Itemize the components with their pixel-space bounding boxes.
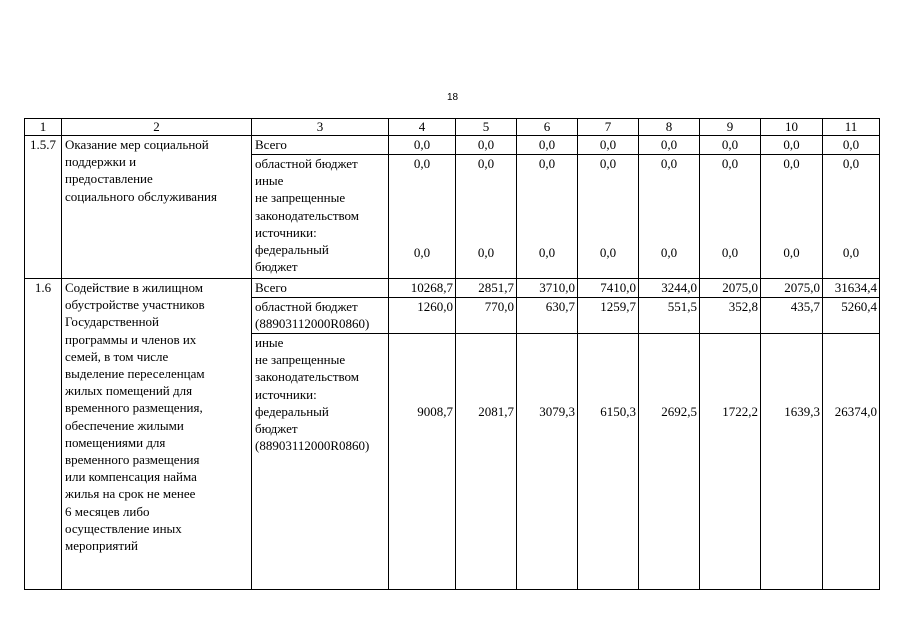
row-name-line: выделение переселенцам <box>65 366 205 382</box>
value-cell <box>517 155 578 279</box>
value-cell: 1260,0 <box>389 298 456 334</box>
row-name-line: семей, в том числе <box>65 348 169 364</box>
source-label-line: иные <box>255 173 284 189</box>
value: 0,0 <box>477 156 495 171</box>
header-cell: 10 <box>761 119 823 136</box>
value-cell <box>639 155 700 279</box>
source-label-line: федеральный <box>255 242 329 258</box>
value-cell: 2075,0 <box>761 279 823 298</box>
value: 26374,0 <box>834 404 877 419</box>
row-name-line: Оказание мер социальной <box>65 137 209 152</box>
row-index: 1.6 <box>25 279 62 590</box>
value-cell <box>389 155 456 279</box>
value-cell: 770,0 <box>456 298 517 334</box>
value-cell: 2851,7 <box>456 279 517 298</box>
value: 0,0 <box>599 244 617 260</box>
value-cell <box>639 334 700 590</box>
value-cell: 0,0 <box>700 136 761 155</box>
value: 0,0 <box>842 156 860 171</box>
row-name-line: осуществление иных <box>65 520 182 536</box>
source-label-line: бюджет <box>255 259 298 275</box>
row-index: 1.5.7 <box>25 136 62 279</box>
row-name-line: 6 месяцев либо <box>65 503 150 519</box>
value: 0,0 <box>538 156 556 171</box>
row-name-line: социального обслуживания <box>65 188 217 204</box>
row-name <box>62 279 252 590</box>
source-label-line: (88903112000R0860) <box>255 438 370 454</box>
value-cell <box>700 155 761 279</box>
value-cell: 630,7 <box>517 298 578 334</box>
value: 1639,3 <box>784 404 820 419</box>
budget-table <box>24 118 880 590</box>
value: 0,0 <box>660 156 678 171</box>
header-cell: 1 <box>25 119 62 136</box>
value-cell <box>389 334 456 590</box>
header-row <box>25 119 880 136</box>
source-label-line: федеральный <box>255 403 329 419</box>
source-label <box>252 298 389 334</box>
value-cell: 31634,4 <box>823 279 880 298</box>
row-name-line: помещениями для <box>65 434 166 450</box>
page-number: 18 <box>446 92 459 103</box>
value: 2692,5 <box>661 404 697 419</box>
value-cell: 3710,0 <box>517 279 578 298</box>
value: 0,0 <box>538 244 556 260</box>
source-label: Всего <box>252 136 389 155</box>
value-cell: 2075,0 <box>700 279 761 298</box>
table-row <box>25 136 880 155</box>
source-label-line: областной бюджет <box>255 299 358 314</box>
value-cell: 0,0 <box>761 136 823 155</box>
row-name <box>62 136 252 279</box>
value: 1722,2 <box>722 404 758 419</box>
value: 6150,3 <box>600 404 636 419</box>
value-cell <box>823 334 880 590</box>
row-name-line: предоставление <box>65 171 153 187</box>
row-name-line: обеспечение жилыми <box>65 417 184 433</box>
value-cell: 10268,7 <box>389 279 456 298</box>
row-name-line: или компенсация найма <box>65 469 197 485</box>
row-name-line: программы и членов их <box>65 331 197 347</box>
value: 0,0 <box>842 244 860 260</box>
value-cell <box>456 334 517 590</box>
header-cell: 4 <box>389 119 456 136</box>
value-cell: 0,0 <box>639 136 700 155</box>
value: 9008,7 <box>417 404 453 419</box>
row-name-line: жилья на срок не менее <box>65 486 196 502</box>
row-name-line: обустройстве участников <box>65 297 205 313</box>
source-label-line: источники: <box>255 224 317 240</box>
value-cell: 3244,0 <box>639 279 700 298</box>
value-cell <box>700 334 761 590</box>
value: 0,0 <box>660 244 678 260</box>
value-cell: 0,0 <box>517 136 578 155</box>
row-name-line: Государственной <box>65 314 160 330</box>
source-label: Всего <box>252 279 389 298</box>
value-cell: 0,0 <box>456 136 517 155</box>
value-cell <box>517 334 578 590</box>
value: 0,0 <box>413 156 431 171</box>
value: 0,0 <box>477 244 495 260</box>
value: 0,0 <box>721 156 739 171</box>
value-cell <box>578 155 639 279</box>
source-label-line: бюджет <box>255 421 298 437</box>
header-cell: 8 <box>639 119 700 136</box>
source-label-line: законодательством <box>255 207 360 223</box>
row-name-line: жилых помещений для <box>65 383 193 399</box>
row-name-line: Содействие в жилищном <box>65 280 203 295</box>
value-cell <box>578 334 639 590</box>
source-label-line: не запрещенные <box>255 190 346 206</box>
value: 0,0 <box>721 244 739 260</box>
source-label-line: иные <box>255 335 284 350</box>
value-cell: 1259,7 <box>578 298 639 334</box>
header-cell: 11 <box>823 119 880 136</box>
row-name-line: временного размещения, <box>65 400 203 416</box>
header-cell: 5 <box>456 119 517 136</box>
value: 3079,3 <box>539 404 575 419</box>
value-cell: 551,5 <box>639 298 700 334</box>
value-cell: 7410,0 <box>578 279 639 298</box>
value: 0,0 <box>783 244 800 260</box>
value-cell <box>761 155 823 279</box>
header-cell: 6 <box>517 119 578 136</box>
row-name-line: временного размещения <box>65 452 200 468</box>
source-label-line: источники: <box>255 386 317 402</box>
source-label-line: областной бюджет <box>255 156 358 171</box>
value-cell: 0,0 <box>823 136 880 155</box>
table-row <box>25 279 880 298</box>
value: 0,0 <box>413 244 431 260</box>
row-name-line: мероприятий <box>65 538 138 554</box>
value-cell: 352,8 <box>700 298 761 334</box>
source-label <box>252 334 389 590</box>
value: 0,0 <box>783 156 800 171</box>
header-cell: 9 <box>700 119 761 136</box>
header-cell: 2 <box>62 119 252 136</box>
value: 0,0 <box>599 156 617 171</box>
source-label-line: (88903112000R0860) <box>255 316 370 332</box>
value-cell <box>761 334 823 590</box>
row-name-line: поддержки и <box>65 154 137 170</box>
value-cell: 5260,4 <box>823 298 880 334</box>
value-cell: 435,7 <box>761 298 823 334</box>
value-cell: 0,0 <box>389 136 456 155</box>
source-label-line: законодательством <box>255 369 360 385</box>
value: 2081,7 <box>478 404 514 419</box>
header-cell: 3 <box>252 119 389 136</box>
header-cell: 7 <box>578 119 639 136</box>
source-label-line: не запрещенные <box>255 352 346 368</box>
value-cell <box>823 155 880 279</box>
value-cell: 0,0 <box>578 136 639 155</box>
source-label <box>252 155 389 279</box>
value-cell <box>456 155 517 279</box>
